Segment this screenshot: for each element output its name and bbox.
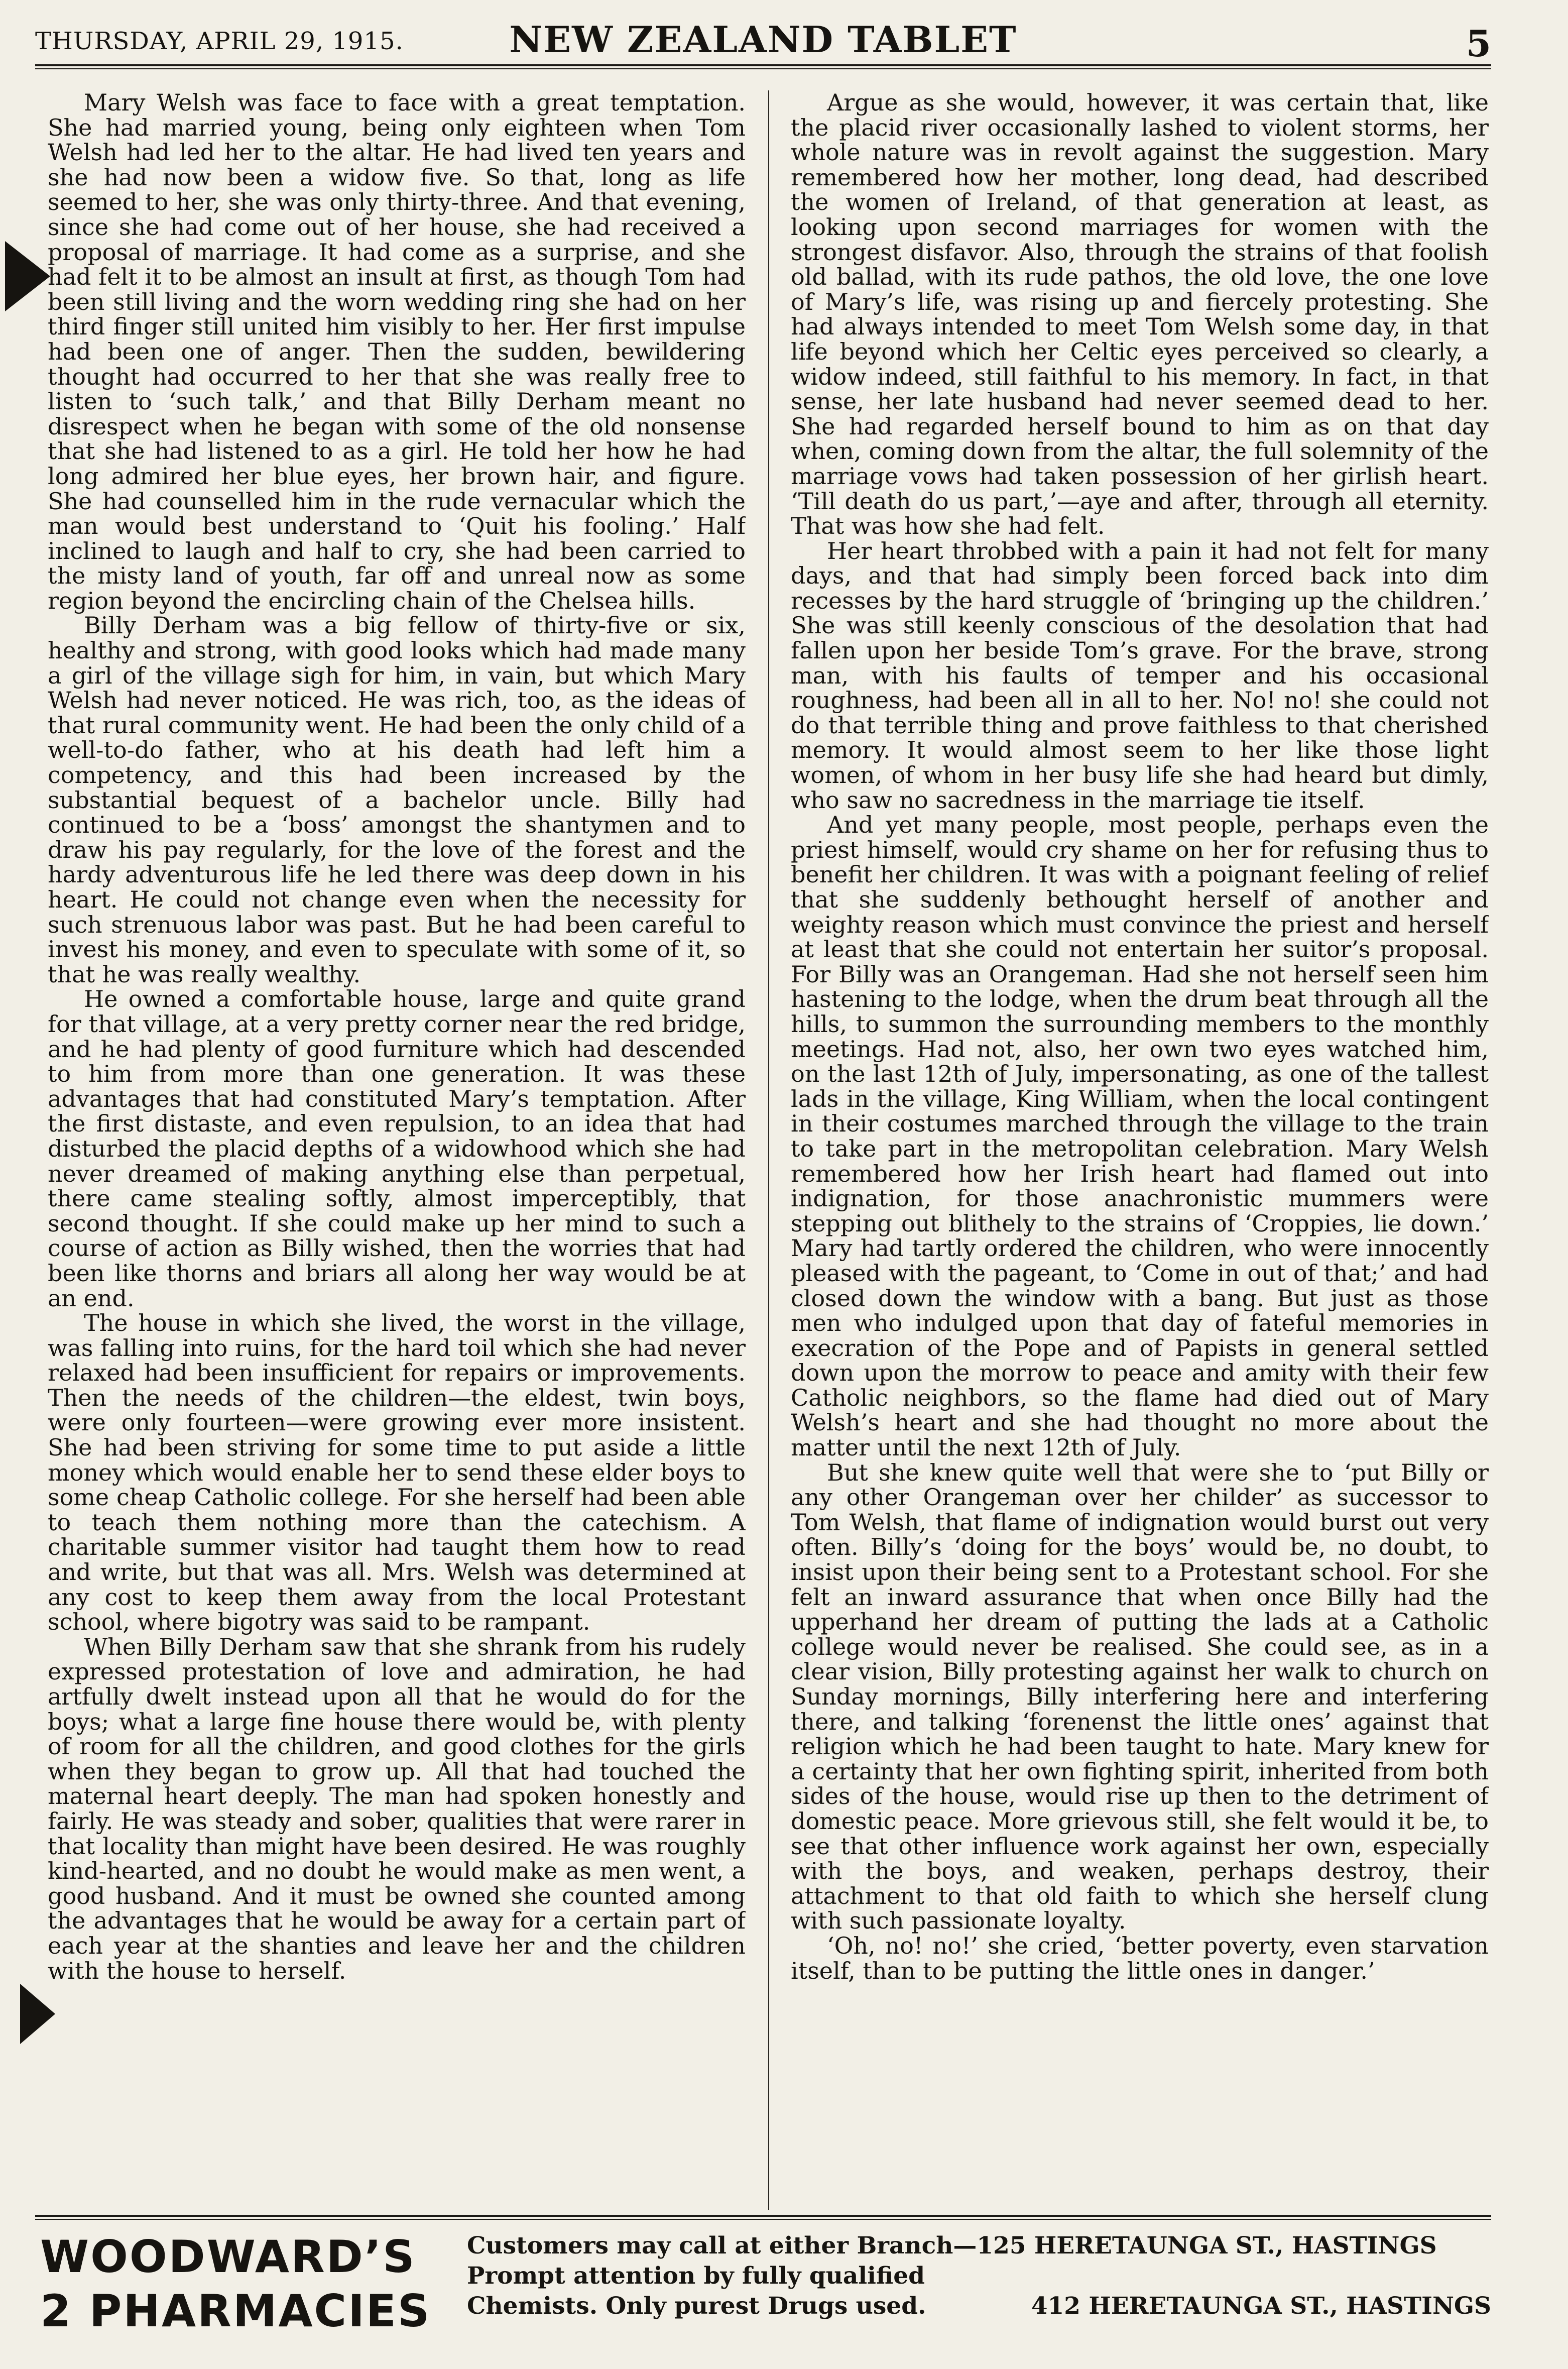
paragraph: ‘Oh, no! no!’ she cried, ‘better poverty, even starvation itself, than to be putting the little ones in danger.’ (791, 1932, 1489, 1984)
paragraph: Her heart throbbed with a pain it had not felt for many days, and that had simply been forced back into dim recesses by the hard struggle of ‘bringing up the children.’ She was still keenly conscious of the desolation that had fallen upon her beside Tom’s grave. For the brave, strong man, with his faults of temper and his occasional roughness, had been all in all to her. No! no! she could not do that terrible thing and prove faithless to that cherished memory. It would almost seem to her like those light women, of whom in her busy life she had heard but dimly, who saw no sacredness in the marriage tie itself. (791, 537, 1489, 814)
paragraph: Mary Welsh was face to face with a great temptation. She had married young, being only eighteen when Tom Welsh had led her to the altar. He had lived ten years and she had now been a widow five. So that, long as life seemed to her, she was only thirty-three. And that evening, since she had come out of her house, she had received a proposal of marriage. It had come as a surprise, and she had felt it to be almost an insult at first, as though Tom had been still living and the worn wedding ring she had on her third finger still united him visibly to her. Her first impulse had been one of anger. Then the sudden, bewildering thought had occurred to her that she was really free to listen to ‘such talk,’ and that Billy Derham meant no disrespect when he began with some of the old nonsense that she had listened to as a girl. He told her how he had long admired her blue eyes, her brown hair, and figure. She had counselled him in the rude vernacular which the man would best understand to ‘Quit his fooling.’ Half inclined to laugh and half to cry, she had been carried to the misty land of youth, far off and unreal now as some region beyond the encircling chain of the Chelsea hills. (48, 90, 746, 614)
advertiser-name-line: WOODWARD’S (40, 2231, 416, 2283)
ad-line: Prompt attention by fully qualified (467, 2262, 925, 2290)
paragraph: He owned a comfortable house, large and quite grand for that village, at a very pretty corner near the red bridge, and he had plenty of good furniture which had descended to him from more than one generation. It was these advantages that had constituted Mary’s temptation. After the first distaste, and even repulsion, to an idea that had disturbed the placid depths of a widowhood which she had never dreamed of making anything else than perpetual, there came stealing softly, almost imperceptibly, that second thought. If she could make up her mind to such a course of action as Billy wished, then the worries that had been like thorns and briars all along her way would be at an end. (48, 985, 746, 1312)
column-divider (768, 90, 769, 2210)
left-column (48, 90, 746, 2210)
branch-address: 412 HERETAUNGA ST., HASTINGS (1031, 2292, 1491, 2320)
paragraph: The house in which she lived, the worst in the village, was falling into ruins, for the hard toil which she had never relaxed had been insufficient for repairs or improvements. Then the needs of the children—the eldest, twin boys, were only fourteen—were growing ever more insistent. She had been striving for some time to put aside a little money which would enable her to send these elder boys to some cheap Catholic college. For she herself had been able to teach them nothing more than the catechism. A charitable summer visitor had taught them how to read and write, but that was all. Mrs. Welsh was determined at any cost to keep them away from the local Protestant school, where bigotry was said to be rampant. (48, 1309, 746, 1636)
advertisement-rule (35, 2215, 1491, 2220)
right-column (791, 90, 1489, 2210)
ad-text: Chemists. Only purest Drugs used. (467, 2292, 926, 2320)
paragraph: But she knew quite well that were she to ‘put Billy or any other Orangeman over her childer’ as successor to Tom Welsh, that flame of indignation would burst out very often. Billy’s ‘doing for the boys’ would be, no doubt, to insist upon their being sent to a Protestant school. For she felt an inward assurance that when once Billy had the upperhand her dream of putting the lads at a Catholic college would never be realised. She could see, as in a clear vision, Billy protesting against her walk to church on Sunday mornings, Billy interfering here and interfering there, and talking ‘forenenst the little ones’ against that religion which he had been taught to hate. Mary knew for a certainty that her own fighting spirit, inherited from both sides of the house, would rise up then to the detriment of domestic peace. More grievous still, she felt would it be, to see that other influence work against her own, especially with the boys, and weaken, perhaps destroy, their attachment to that old faith to which she herself clung with such passionate loyalty. (791, 1458, 1489, 1935)
paragraph: Billy Derham was a big fellow of thirty-five or six, healthy and strong, with good looks which had made many a girl of the village sigh for him, in vain, but which Mary Welsh had never noticed. He was rich, too, as the ideas of that rural community went. He had been the only child of a well-to-do father, who at his death had left him a competency, and this had been increased by the substantial bequest of a bachelor uncle. Billy had continued to be a ‘boss’ amongst the shantymen and to draw his pay regularly, for the love of the forest and the hardy adventurous life he led there was deep down in his heart. He could not change even when the necessity for such strenuous labor was past. But he had been careful to invest his money, and even to speculate with some of it, so that he was really wealthy. (48, 612, 746, 988)
page-header (35, 15, 1491, 63)
paragraph: And yet many people, most people, perhaps even the priest himself, would cry shame on her for refusing thus to benefit her children. It was with a poignant feeling of relief that she suddenly bethought herself of another and weighty reason which must convince the priest and herself at least that she could not entertain her suitor’s proposal. For Billy was an Orangeman. Had she not herself seen him hastening to the lodge, when the drum beat through all the hills, to summon the surrounding members to the monthly meetings. Had not, also, her own two eyes watched him, on the last 12th of July, impersonating, as one of the tallest lads in the village, King William, when the local contingent in their costumes marched through the village to the train to take part in the metropolitan celebration. Mary Welsh remembered how her Irish heart had flamed out into indignation, for those anachronistic mummers were stepping out blithely to the strains of ‘Croppies, lie down.’ Mary had tartly ordered the children, who were innocently pleased with the pageant, to ‘Come in out of that;’ and had closed down the window with a bang. But just as those men who indulged upon that day of fateful memories in execration of the Pope and of Papists in general settled down upon the morrow to peace and amity with their few Catholic neighbors, so the flame had died out of Mary Welsh’s heart and she had thought no more about the matter until the next 12th of July. (791, 811, 1489, 1461)
page-number: 5 (1466, 22, 1491, 65)
header-rule (35, 64, 1491, 69)
advertiser-name-line: 2 PHARMACIES (40, 2285, 431, 2337)
advertiser-name (40, 2230, 431, 2338)
advertisement-copy (467, 2231, 1491, 2321)
masthead-title: NEW ZEALAND TABLET (509, 18, 1017, 61)
ad-line (467, 2231, 1491, 2261)
branch-address: 125 HERETAUNGA ST., HASTINGS (977, 2232, 1437, 2260)
ad-line (467, 2291, 1491, 2321)
ad-text: Customers may call at either Branch— (467, 2232, 977, 2260)
advertisement (35, 2230, 1491, 2355)
margin-pointer-icon (5, 241, 50, 311)
paragraph: When Billy Derham saw that she shrank from his rudely expressed protestation of love and admiration, he had artfully dwelt instead upon all that he would do for the boys; what a large fine house there would be, with plenty of room for all the children, and good clothes for the girls when they began to grow up. All that had touched the maternal heart deeply. The man had spoken honestly and fairly. He was steady and sober, qualities that were rarer in that locality than might have been desired. He was roughly kind-hearted, and no doubt he would make as men went, a good husband. And it must be owned she counted among the advantages that he would be away for a certain part of each year at the shanties and leave her and the children with the house to herself. (48, 1633, 746, 1984)
paragraph: Argue as she would, however, it was certain that, like the placid river occasionally lashed to violent storms, her whole nature was in revolt against the suggestion. Mary remembered how her mother, long dead, had described the women of Ireland, of that generation at least, as looking upon second marriages for women with the strongest disfavor. Also, through the strains of that foolish old ballad, with its rude pathos, the old love, the one love of Mary’s life, was rising up and fiercely protesting. She had always intended to meet Tom Welsh some day, in that life beyond which her Celtic eyes perceived so clearly, a widow indeed, still faithful to his memory. In fact, in that sense, her late husband had never seemed dead to her. She had regarded herself bound to him as on that day when, coming down from the altar, the full solemnity of the marriage vows had taken possession of her girlish heart. ‘Till death do us part,’—aye and after, through all eternity. That was how she had felt. (791, 90, 1489, 540)
issue-date: THURSDAY, APRIL 29, 1915. (35, 27, 404, 55)
